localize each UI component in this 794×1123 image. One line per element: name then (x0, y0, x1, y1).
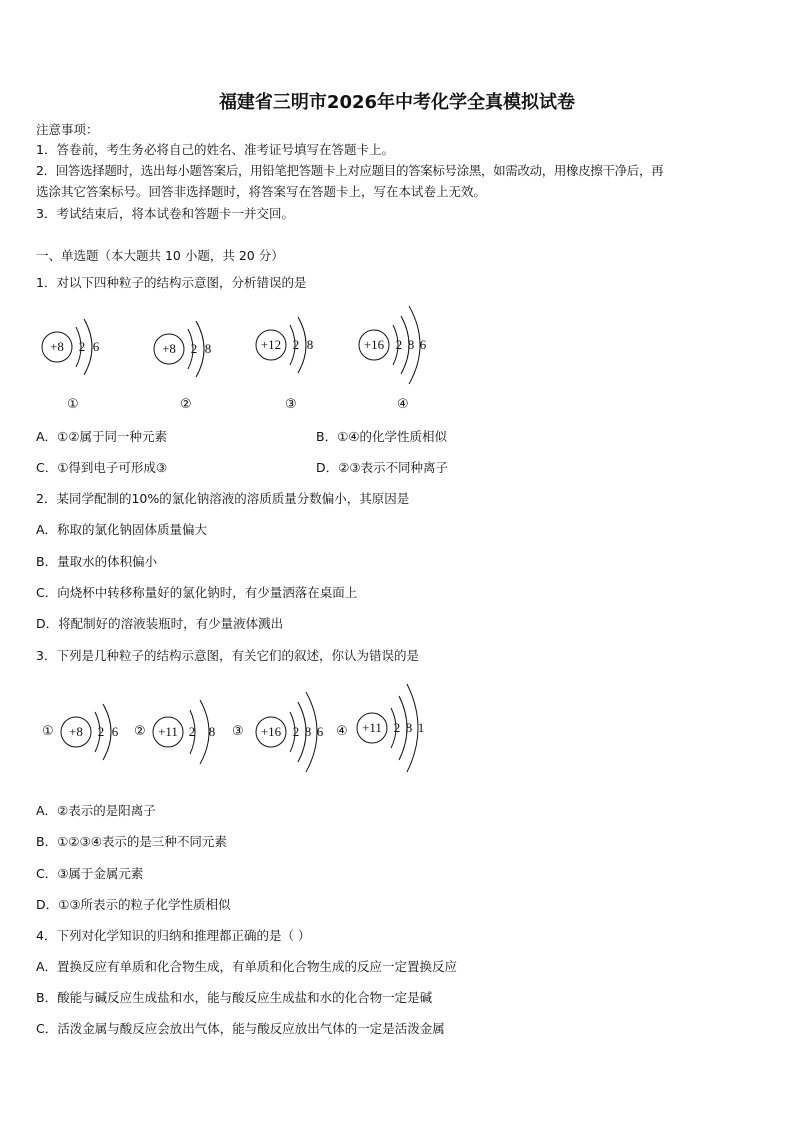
q3-atom-structure-3 (254, 686, 344, 781)
q3-option-c: C．③属于金属元素 (36, 866, 144, 881)
q1-option-a: A．①②属于同一种元素 (36, 429, 167, 444)
q3-atom-label-3: ③ (232, 724, 244, 739)
shell-electrons: 8 (208, 724, 216, 739)
question-1-stem: 1．对以下四种粒子的结构示意图，分析错误的是 (36, 275, 307, 290)
nucleus-charge: +11 (158, 724, 178, 739)
shell-electrons: 2 (97, 724, 105, 739)
shell-electrons: 2 (78, 339, 86, 354)
nucleus-charge: +8 (69, 724, 83, 739)
q1-option-b: B．①④的化学性质相似 (316, 429, 447, 444)
q4-option-b: B．酸能与碱反应生成盐和水，能与酸反应生成盐和水的化合物一定是碱 (36, 990, 433, 1005)
q3-option-a: A．②表示的是阳离子 (36, 803, 156, 818)
q3-atom-label-1: ① (42, 724, 54, 739)
shell-electrons: 2 (188, 724, 196, 739)
nucleus-charge: +16 (260, 724, 282, 739)
notes-line-2b: 选涂其它答案标号。回答非选择题时，将答案写在答题卡上，写在本试卷上无效。 (36, 184, 487, 199)
q4-option-c: C．活泼金属与酸反应会放出气体，能与酸反应放出气体的一定是活泼金属 (36, 1021, 445, 1036)
shell-electrons: 8 (204, 341, 212, 356)
section-heading: 一、单选题（本大题共 10 小题，共 20 分） (36, 248, 284, 263)
q3-atom-structure-1 (60, 690, 140, 780)
q2-option-b: B．量取水的体积偏小 (36, 554, 158, 569)
q4-option-a: A．置换反应有单质和化合物生成，有单质和化合物生成的反应一定置换反应 (36, 959, 458, 974)
question-2-stem: 2．某同学配制的10%的氯化钠溶液的溶质质量分数偏小，其原因是 (36, 491, 410, 506)
q3-atom-label-4: ④ (336, 724, 348, 739)
q3-atom-structure-2 (152, 690, 232, 780)
q2-option-a: A．称取的氯化钠固体质量偏大 (36, 522, 208, 537)
q3-option-b: B．①②③④表示的是三种不同元素 (36, 834, 227, 849)
notes-line-2a: 2．回答选择题时，选出每小题答案后，用铅笔把答题卡上对应题目的答案标号涂黑，如需改动，用橡皮擦干净后，再 (36, 163, 664, 178)
q2-option-c: C．向烧杯中转移称量好的氯化钠时，有少量洒落在桌面上 (36, 585, 358, 600)
q3-option-d: D．①③所表示的粒子化学性质相似 (36, 897, 231, 912)
q1-atom-structure-3 (254, 305, 334, 395)
shell-electrons: 2 (395, 337, 403, 352)
q3-atom-label-2: ② (134, 724, 146, 739)
shell-electrons: 2 (292, 337, 300, 352)
shell-electrons: 8 (407, 337, 415, 352)
shell-electrons: 8 (304, 724, 312, 739)
q1-atom-structure-4 (357, 300, 447, 395)
shell-electrons: 6 (92, 339, 100, 354)
q1-atom-label-4: ④ (397, 397, 409, 412)
q1-atom-label-2: ② (180, 397, 192, 412)
q1-atom-structure-1 (40, 305, 120, 395)
q1-atom-label-3: ③ (285, 397, 297, 412)
shell-electrons: 6 (316, 724, 324, 739)
nucleus-charge: +8 (162, 341, 176, 356)
shell-electrons: 2 (292, 724, 300, 739)
nucleus-charge: +16 (363, 337, 385, 352)
q2-option-d: D．将配制好的溶液装瓶时，有少量液体溅出 (36, 616, 284, 631)
shell-electrons: 6 (111, 724, 119, 739)
nucleus-charge: +12 (260, 337, 282, 352)
shell-electrons: 8 (306, 337, 314, 352)
shell-electrons: 2 (190, 341, 198, 356)
notes-heading: 注意事项： (36, 122, 99, 137)
shell-electrons: 8 (405, 720, 413, 735)
nucleus-charge: +8 (50, 339, 64, 354)
q1-option-d: D．②③表示不同种离子 (316, 460, 449, 475)
q3-atom-structure-4 (355, 682, 445, 782)
question-4-stem: 4．下列对化学知识的归纳和推理都正确的是（ ） (36, 928, 311, 943)
shell-electrons: 2 (393, 720, 401, 735)
q1-atom-structure-2 (152, 305, 232, 395)
nucleus-charge: +11 (362, 720, 382, 735)
page-title: 福建省三明市2026年中考化学全真模拟试卷 (218, 92, 576, 113)
q1-atom-label-1: ① (67, 397, 79, 412)
q1-option-c: C．①得到电子可形成③ (36, 460, 168, 475)
shell-electrons: 6 (419, 337, 427, 352)
notes-line-3: 3．考试结束后，将本试卷和答题卡一并交回。 (36, 206, 294, 221)
shell-electrons: 1 (417, 720, 425, 735)
electron-shell-arc (200, 700, 209, 764)
notes-line-1: 1．答卷前，考生务必将自己的姓名、准考证号填写在答题卡上。 (36, 142, 394, 157)
question-3-stem: 3．下列是几种粒子的结构示意图，有关它们的叙述，你认为错误的是 (36, 648, 419, 663)
